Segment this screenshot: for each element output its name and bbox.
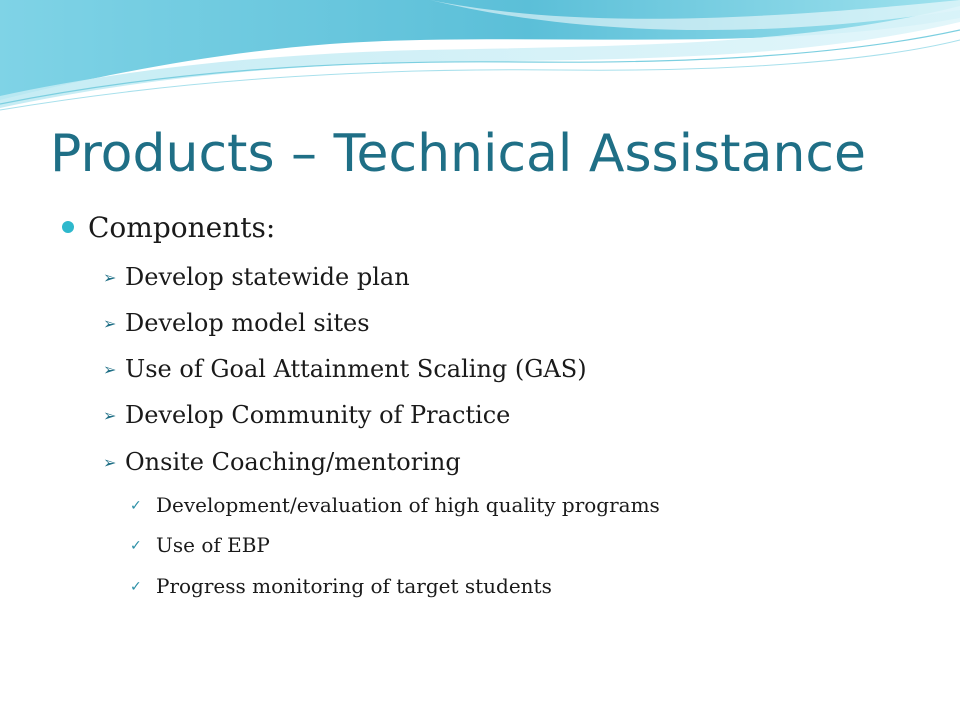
checkmark-bullet-icon: ✓ [130,579,142,595]
sub-bullet-community-of-practice [103,397,510,436]
arrowhead-bullet-icon: ➢ [103,453,117,472]
checkmark-bullet-icon: ✓ [130,498,142,514]
filled-circle-bullet-icon [62,221,74,233]
sub-bullet-statewide-plan [103,259,410,298]
slide-title: Products – Technical Assistance [50,124,866,184]
sub-bullet-gas [103,351,587,390]
sub-bullet-onsite-coaching [103,444,461,483]
arrowhead-bullet-icon: ➢ [103,314,117,333]
sub-bullet-label: Onsite Coaching/mentoring [125,448,461,476]
bullet-components [62,208,275,248]
arrowhead-bullet-icon: ➢ [103,268,117,287]
sub-bullet-label: Use of Goal Attainment Scaling (GAS) [125,355,587,383]
checkmark-bullet-icon: ✓ [130,538,142,554]
sub-sub-bullet-label: Progress monitoring of target students [156,574,552,598]
sub-sub-bullet-label: Development/evaluation of high quality programs [156,493,660,517]
sub-sub-bullet-ebp [130,530,270,563]
sub-sub-bullet-high-quality-programs [130,490,660,523]
sub-bullet-label: Develop model sites [125,309,370,337]
bullet-label: Components: [88,211,276,244]
sub-bullet-label: Develop Community of Practice [125,401,511,429]
arrowhead-bullet-icon: ➢ [103,406,117,425]
sub-bullet-label: Develop statewide plan [125,263,410,291]
sub-sub-bullet-label: Use of EBP [156,533,270,557]
sub-sub-bullet-progress-monitoring [130,571,552,604]
sub-bullet-model-sites [103,305,370,344]
arrowhead-bullet-icon: ➢ [103,360,117,379]
